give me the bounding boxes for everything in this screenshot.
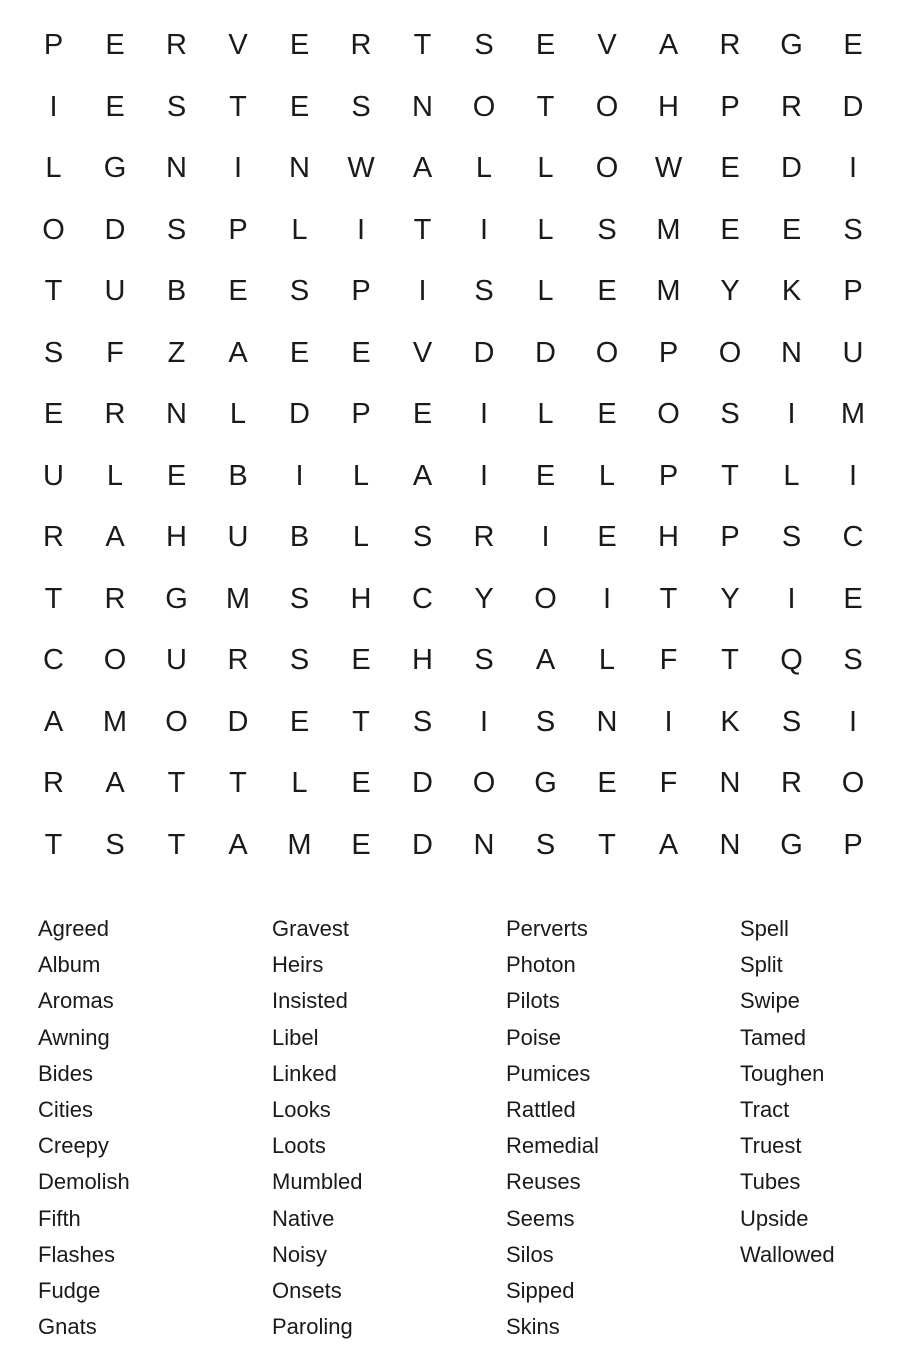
grid-letter[interactable]: C xyxy=(842,521,864,553)
grid-letter[interactable]: I xyxy=(479,398,489,430)
grid-letter[interactable]: L xyxy=(352,521,370,553)
grid-letter[interactable]: M xyxy=(225,582,251,615)
grid-letter[interactable]: A xyxy=(228,828,248,861)
grid-letter[interactable]: D xyxy=(412,828,433,861)
grid-letter[interactable]: I xyxy=(848,152,858,184)
grid-letter[interactable]: R xyxy=(166,29,187,61)
grid-letter[interactable]: S xyxy=(781,521,802,553)
grid-letter[interactable]: K xyxy=(720,705,740,738)
grid-letter[interactable]: H xyxy=(166,521,187,553)
grid-letter[interactable]: T xyxy=(413,29,432,61)
grid-letter[interactable]: A xyxy=(412,459,433,492)
word-item: Gnats xyxy=(38,1314,97,1340)
word-item: Split xyxy=(740,952,783,978)
grid-letter[interactable]: E xyxy=(105,29,125,61)
grid-letter[interactable]: G xyxy=(780,828,803,861)
grid-letter[interactable]: E xyxy=(289,705,310,738)
grid-letter[interactable]: C xyxy=(43,644,64,676)
grid-letter[interactable]: E xyxy=(351,336,371,369)
grid-letter[interactable]: D xyxy=(412,767,433,799)
grid-letter[interactable]: O xyxy=(595,336,619,369)
grid-letter[interactable]: P xyxy=(658,336,679,369)
word-column xyxy=(38,911,258,1345)
grid-letter[interactable]: A xyxy=(105,521,125,553)
grid-letter[interactable]: N xyxy=(473,828,495,861)
grid-letter[interactable]: T xyxy=(167,767,186,799)
grid-letter[interactable]: S xyxy=(597,213,617,246)
grid-letter[interactable]: Y xyxy=(474,582,494,615)
grid-letter[interactable]: W xyxy=(347,152,375,184)
word-column xyxy=(740,911,902,1273)
grid-letter[interactable]: R xyxy=(104,582,126,615)
grid-letter[interactable]: S xyxy=(412,705,433,738)
grid-letter[interactable]: I xyxy=(356,213,366,246)
grid-letter[interactable]: A xyxy=(658,29,679,61)
grid-letter[interactable]: T xyxy=(44,275,63,307)
grid-letter[interactable]: S xyxy=(474,29,494,61)
word-item: Noisy xyxy=(272,1241,328,1267)
grid-letter[interactable]: O xyxy=(534,582,557,615)
grid-letter[interactable]: S xyxy=(289,644,310,676)
grid-letter[interactable]: S xyxy=(166,213,187,246)
grid-letter[interactable]: M xyxy=(102,705,128,738)
word-item: Libel xyxy=(272,1024,319,1050)
word-item: Pilots xyxy=(506,988,560,1014)
word-item: Pumices xyxy=(506,1060,591,1086)
grid-letter[interactable]: E xyxy=(843,29,863,61)
grid-letter[interactable]: R xyxy=(104,398,126,430)
grid-letter[interactable]: N xyxy=(596,705,618,738)
grid-letter[interactable]: F xyxy=(659,644,678,676)
grid-letter[interactable]: L xyxy=(537,398,554,430)
grid-letter[interactable]: P xyxy=(43,29,64,61)
grid-letter[interactable]: T xyxy=(167,828,186,861)
grid-letter[interactable]: E xyxy=(351,644,371,676)
word-item: Silos xyxy=(506,1241,554,1267)
grid-letter[interactable]: V xyxy=(412,336,433,369)
grid-letter[interactable]: E xyxy=(289,90,310,123)
grid-letter[interactable]: A xyxy=(43,705,64,738)
word-item: Tamed xyxy=(740,1024,807,1050)
grid-letter[interactable]: D xyxy=(781,152,802,184)
word-item: Gravest xyxy=(272,916,350,941)
grid-letter[interactable]: R xyxy=(43,767,64,799)
grid-letter[interactable]: T xyxy=(44,582,63,615)
grid-letter[interactable]: O xyxy=(595,90,619,123)
letter-grid xyxy=(23,15,883,875)
grid-letter[interactable]: G xyxy=(103,152,127,184)
grid-letter[interactable]: S xyxy=(105,828,125,861)
grid-letter[interactable]: E xyxy=(597,767,617,799)
grid-letter[interactable]: D xyxy=(842,90,864,123)
word-item: Poise xyxy=(506,1024,562,1050)
grid-letter[interactable]: S xyxy=(43,336,64,369)
grid-letter[interactable]: R xyxy=(473,521,495,553)
word-item: Paroling xyxy=(272,1314,353,1340)
word-item: Bides xyxy=(38,1060,94,1086)
grid-letter[interactable]: P xyxy=(351,398,371,430)
grid-letter[interactable]: O xyxy=(718,336,742,369)
grid-letter[interactable]: U xyxy=(43,459,64,492)
grid-letter[interactable]: E xyxy=(105,90,125,123)
word-item: Onsets xyxy=(272,1277,342,1303)
grid-letter[interactable]: S xyxy=(843,644,863,676)
grid-letter[interactable]: I xyxy=(479,459,489,492)
grid-letter[interactable]: P xyxy=(351,275,371,307)
grid-letter[interactable]: L xyxy=(598,459,616,492)
grid-letter[interactable]: A xyxy=(412,152,433,184)
word-item: Loots xyxy=(272,1133,326,1159)
grid-letter[interactable]: N xyxy=(166,152,187,184)
grid-letter[interactable]: E xyxy=(43,398,64,430)
grid-letter[interactable]: U xyxy=(166,644,187,676)
word-item: Demolish xyxy=(38,1169,130,1195)
word-item: Insisted xyxy=(272,988,348,1014)
word-column xyxy=(272,911,492,1345)
word-item: Skins xyxy=(506,1314,560,1340)
word-list xyxy=(38,911,898,1341)
grid-letter[interactable]: N xyxy=(289,152,310,184)
grid-letter[interactable]: T xyxy=(229,90,247,123)
grid-letter[interactable]: R xyxy=(781,767,802,799)
grid-letter[interactable]: T xyxy=(721,644,739,676)
grid-letter[interactable]: S xyxy=(535,828,556,861)
word-item: Reuses xyxy=(506,1169,581,1195)
grid-letter[interactable]: L xyxy=(291,767,308,799)
grid-letter[interactable]: I xyxy=(664,705,673,738)
grid-letter[interactable]: B xyxy=(289,521,310,553)
grid-letter[interactable]: O xyxy=(472,767,496,799)
grid-letter[interactable]: I xyxy=(848,459,858,492)
grid-letter[interactable]: U xyxy=(842,336,864,369)
grid-letter[interactable]: I xyxy=(541,521,550,553)
grid-letter[interactable]: L xyxy=(45,152,62,184)
word-item: Creepy xyxy=(38,1133,109,1159)
grid-letter[interactable]: B xyxy=(166,275,187,307)
grid-letter[interactable]: L xyxy=(783,459,800,492)
grid-letter[interactable]: L xyxy=(291,213,308,246)
word-item: Truest xyxy=(740,1133,802,1159)
grid-letter[interactable]: W xyxy=(654,152,683,184)
grid-letter[interactable]: S xyxy=(720,398,740,430)
grid-letter[interactable]: I xyxy=(233,152,243,184)
grid-letter[interactable]: K xyxy=(781,275,802,307)
grid-letter[interactable]: M xyxy=(287,828,312,861)
grid-letter[interactable]: U xyxy=(104,275,126,307)
grid-letter[interactable]: F xyxy=(106,336,124,369)
word-item: Mumbled xyxy=(272,1169,363,1195)
grid-letter[interactable]: R xyxy=(719,29,741,61)
grid-letter[interactable]: S xyxy=(166,90,187,123)
word-item: Wallowed xyxy=(740,1241,835,1267)
grid-letter[interactable]: D xyxy=(535,336,556,369)
grid-letter[interactable]: E xyxy=(720,213,740,246)
word-item: Agreed xyxy=(38,916,109,941)
grid-letter[interactable]: N xyxy=(781,336,802,369)
grid-letter[interactable]: L xyxy=(475,152,493,184)
grid-letter[interactable]: E xyxy=(412,398,433,430)
word-item: Looks xyxy=(272,1096,331,1122)
grid-letter[interactable]: E xyxy=(843,582,863,615)
grid-letter[interactable]: Y xyxy=(720,275,740,307)
grid-letter[interactable]: H xyxy=(350,582,372,615)
grid-letter[interactable]: C xyxy=(412,582,433,615)
grid-letter[interactable]: O xyxy=(165,705,188,738)
grid-letter[interactable]: I xyxy=(479,213,489,246)
grid-letter[interactable]: S xyxy=(289,275,310,307)
grid-letter[interactable]: S xyxy=(289,582,310,615)
grid-letter[interactable]: H xyxy=(658,521,679,553)
grid-letter[interactable]: L xyxy=(229,398,247,430)
grid-letter[interactable]: E xyxy=(720,152,740,184)
grid-letter[interactable]: M xyxy=(840,398,866,430)
grid-letter[interactable]: P xyxy=(843,828,863,861)
word-item: Linked xyxy=(272,1060,337,1086)
word-item: Fifth xyxy=(38,1205,81,1231)
grid-letter[interactable]: B xyxy=(228,459,248,492)
grid-letter[interactable]: S xyxy=(781,705,802,738)
grid-letter[interactable]: S xyxy=(843,213,863,246)
word-item: Rattled xyxy=(506,1096,576,1122)
word-item: Native xyxy=(272,1205,335,1231)
grid-letter[interactable]: T xyxy=(598,828,616,861)
word-item: Fudge xyxy=(38,1277,101,1303)
grid-letter[interactable]: T xyxy=(352,705,370,738)
word-item: Aromas xyxy=(38,988,114,1014)
grid-letter[interactable]: H xyxy=(658,90,679,123)
grid-letter[interactable]: P xyxy=(658,459,679,492)
grid-letter[interactable]: P xyxy=(720,90,740,123)
grid-letter[interactable]: S xyxy=(412,521,433,553)
grid-letter[interactable]: I xyxy=(602,582,612,615)
grid-letter[interactable]: E xyxy=(781,213,802,246)
grid-letter[interactable]: T xyxy=(536,90,555,123)
grid-letter[interactable]: R xyxy=(350,29,372,61)
grid-letter[interactable]: Z xyxy=(167,336,186,369)
grid-letter[interactable]: S xyxy=(474,275,494,307)
grid-letter[interactable]: E xyxy=(351,767,371,799)
word-item: Spell xyxy=(740,916,789,941)
grid-letter[interactable]: Y xyxy=(720,582,740,615)
grid-letter[interactable]: G xyxy=(534,767,557,799)
grid-letter[interactable]: A xyxy=(658,828,679,861)
grid-letter[interactable]: T xyxy=(229,767,247,799)
grid-letter[interactable]: D xyxy=(473,336,495,369)
grid-letter[interactable]: E xyxy=(289,29,310,61)
grid-letter[interactable]: O xyxy=(42,213,65,246)
grid-letter[interactable]: A xyxy=(228,336,248,369)
grid-letter[interactable]: I xyxy=(479,705,489,738)
word-item: Tract xyxy=(740,1096,790,1122)
word-item: Toughen xyxy=(740,1060,825,1086)
grid-letter[interactable]: O xyxy=(103,644,127,676)
grid-letter[interactable]: E xyxy=(289,336,310,369)
word-item: Heirs xyxy=(272,952,324,978)
grid-letter[interactable]: T xyxy=(659,582,678,615)
grid-letter[interactable]: I xyxy=(49,90,58,123)
grid-letter[interactable]: E xyxy=(597,398,617,430)
word-item: Remedial xyxy=(506,1133,599,1159)
grid-letter[interactable]: I xyxy=(787,398,796,430)
word-column xyxy=(506,911,726,1345)
grid-letter[interactable]: S xyxy=(474,644,494,676)
grid-letter[interactable]: D xyxy=(227,705,249,738)
grid-letter[interactable]: E xyxy=(228,275,248,307)
grid-letter[interactable]: V xyxy=(597,29,617,61)
grid-letter[interactable]: E xyxy=(597,521,617,553)
grid-letter[interactable]: E xyxy=(166,459,187,492)
grid-letter[interactable]: T xyxy=(721,459,739,492)
grid-letter[interactable]: H xyxy=(412,644,433,676)
grid-letter[interactable]: E xyxy=(597,275,617,307)
grid-letter[interactable]: E xyxy=(535,459,556,492)
word-item: Awning xyxy=(38,1024,110,1050)
grid-letter[interactable]: L xyxy=(598,644,616,676)
grid-letter[interactable]: O xyxy=(595,152,619,184)
grid-letter[interactable]: M xyxy=(656,213,681,246)
grid-letter[interactable]: R xyxy=(43,521,64,553)
grid-letter[interactable]: M xyxy=(656,275,681,307)
grid-letter[interactable]: N xyxy=(412,90,433,123)
grid-letter[interactable]: T xyxy=(44,828,63,861)
word-item: Sipped xyxy=(506,1277,575,1303)
grid-letter[interactable]: V xyxy=(228,29,248,61)
grid-letter[interactable]: G xyxy=(165,582,188,615)
grid-letter[interactable]: N xyxy=(166,398,187,430)
grid-letter[interactable]: N xyxy=(719,828,741,861)
grid-letter[interactable]: I xyxy=(848,705,858,738)
grid-letter[interactable]: U xyxy=(227,521,249,553)
grid-letter[interactable]: I xyxy=(295,459,304,492)
grid-letter[interactable]: D xyxy=(289,398,310,430)
grid-letter[interactable]: A xyxy=(105,767,125,799)
grid-letter[interactable]: F xyxy=(659,767,678,799)
grid-letter[interactable]: L xyxy=(537,213,554,246)
grid-letter[interactable]: O xyxy=(657,398,680,430)
grid-letter[interactable]: O xyxy=(472,90,496,123)
word-item: Upside xyxy=(740,1205,809,1231)
grid-letter[interactable]: A xyxy=(535,644,556,676)
grid-letter[interactable]: E xyxy=(535,29,556,61)
word-item: Cities xyxy=(38,1096,94,1122)
grid-letter[interactable]: N xyxy=(719,767,741,799)
grid-letter[interactable]: R xyxy=(781,90,802,123)
grid-letter[interactable]: S xyxy=(351,90,371,123)
grid-letter[interactable]: T xyxy=(413,213,432,246)
grid-letter[interactable]: L xyxy=(106,459,124,492)
grid-letter[interactable]: O xyxy=(841,767,865,799)
grid-letter[interactable]: E xyxy=(351,828,371,861)
grid-letter[interactable]: P xyxy=(228,213,248,246)
grid-letter[interactable]: L xyxy=(537,275,554,307)
word-item: Album xyxy=(38,952,101,978)
grid-letter[interactable]: R xyxy=(227,644,249,676)
word-item: Seems xyxy=(506,1205,575,1231)
word-item: Swipe xyxy=(740,988,800,1014)
grid-letter[interactable]: S xyxy=(535,705,556,738)
grid-letter[interactable]: I xyxy=(418,275,427,307)
grid-letter[interactable]: Q xyxy=(780,644,803,676)
word-item: Perverts xyxy=(506,916,588,941)
grid-letter[interactable]: L xyxy=(537,152,554,184)
grid-letter[interactable]: L xyxy=(352,459,370,492)
grid-letter[interactable]: P xyxy=(720,521,740,553)
grid-letter[interactable]: G xyxy=(780,29,803,61)
word-item: Flashes xyxy=(38,1241,116,1267)
grid-letter[interactable]: D xyxy=(104,213,126,246)
grid-letter[interactable]: I xyxy=(787,582,796,615)
word-item: Photon xyxy=(506,952,576,978)
grid-letter[interactable]: P xyxy=(843,275,863,307)
word-item: Tubes xyxy=(740,1169,801,1195)
